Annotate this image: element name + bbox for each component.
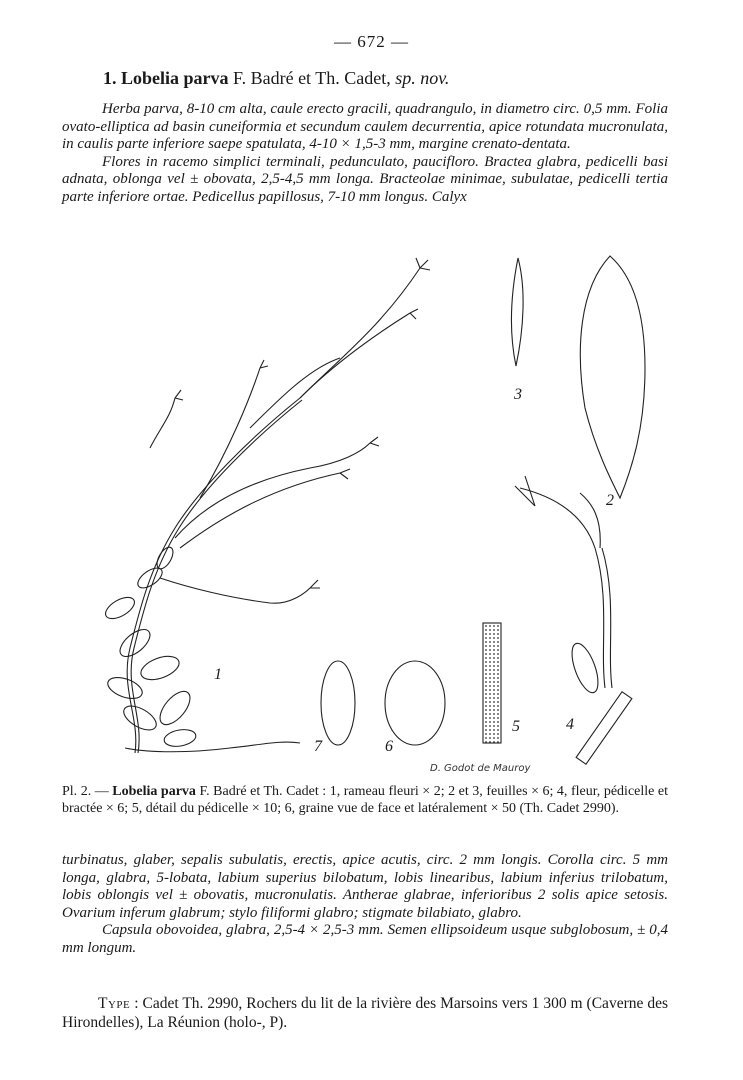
- heading-authors: F. Badré et Th. Cadet,: [233, 68, 391, 88]
- figure-label-4: 4: [566, 716, 574, 733]
- plate-drawing: [80, 248, 680, 782]
- latin-paragraph-calyx: turbinatus, glaber, sepalis subulatis, erectis, apice acutis, circ. 2 mm longis. Corolla circ. 5 mm longa, glabra, 5-lobata, labium superius bilobatum, lobis linearibus, labium inferius trilobatum, lobis oblongis vel ± obovatis, mucronulatis. Antherae glabrae, inferioribus 2 solis apice setosis. Ovarium inferum glabrum; stylo filiformi glabro; stigmate bilabiato, glabro.: [62, 852, 668, 921]
- botanical-plate: [80, 248, 680, 782]
- figure-label-7: 7: [314, 738, 322, 755]
- leaf-drawing-small: [512, 258, 524, 366]
- plate-caption: [62, 784, 668, 817]
- latin-description-part2: [62, 852, 668, 958]
- pedicel-detail-drawing: [483, 623, 501, 743]
- caption-species: Lobelia parva: [112, 784, 196, 799]
- caption-text: F. Badré et Th. Cadet : 1, rameau fleuri × 2; 2 et 3, feuilles × 6; 4, fleur, pédicelle et bractée × 6; 5, détail du pédicelle × 10; 6, graine vue de face et latéralement × 50 (Th. Cadet 2990).: [62, 784, 668, 816]
- type-statement: [62, 994, 668, 1032]
- heading-status: sp. nov.: [395, 68, 450, 88]
- latin-description-part1: [62, 101, 668, 207]
- figure-label-3: 3: [514, 386, 522, 403]
- seed-side-drawing: [321, 661, 355, 745]
- figure-label-2: 2: [606, 492, 614, 509]
- caption-prefix: Pl. 2. —: [62, 784, 113, 799]
- latin-paragraph-flores: Flores in racemo simplici terminali, pedunculato, paucifloro. Bractea glabra, pedicelli basi adnata, oblonga vel ± obovata, 2,5-4,5 mm longa. Bracteolae minimae, subulatae, pedicelli tertia parte inferiore ortae. Pedicellus papillosus, 7-10 mm longus. Calyx: [62, 153, 668, 205]
- leaf-drawing-large: [580, 256, 645, 498]
- type-label: Type: [98, 995, 131, 1012]
- flowering-branch-drawing: [102, 258, 430, 753]
- figure-label-5: 5: [512, 718, 520, 735]
- figure-label-1: 1: [214, 666, 222, 683]
- heading-species: Lobelia parva: [121, 68, 229, 88]
- heading-number: 1.: [103, 68, 117, 88]
- page-number: — 672 —: [334, 32, 409, 51]
- species-heading: [103, 68, 683, 89]
- seed-front-drawing: [385, 661, 445, 745]
- latin-paragraph-capsula: Capsula obovoidea, glabra, 2,5-4 × 2,5-3 mm. Semen ellipsoideum usque subglobosum, ± 0,4 mm longum.: [62, 922, 668, 956]
- latin-paragraph-herba: Herba parva, 8-10 cm alta, caule erecto gracili, quadrangulo, in diametro circ. 0,5 mm. Folia ovato-elliptica ad basin cuneiformia et secundum caulem decurrentia, apice rotundata mucronulata, in caulis parte inferiore saepe spatulata, 4-10 × 1,5-3 mm, margine crenato-dentata.: [62, 101, 668, 153]
- illustrator-signature: D. Godot de Mauroy: [430, 763, 531, 774]
- figure-label-6: 6: [385, 738, 393, 755]
- type-text: : Cadet Th. 2990, Rochers du lit de la rivière des Marsoins vers 1 300 m (Caverne des Hirondelles), La Réunion (holo-, P).: [62, 995, 668, 1031]
